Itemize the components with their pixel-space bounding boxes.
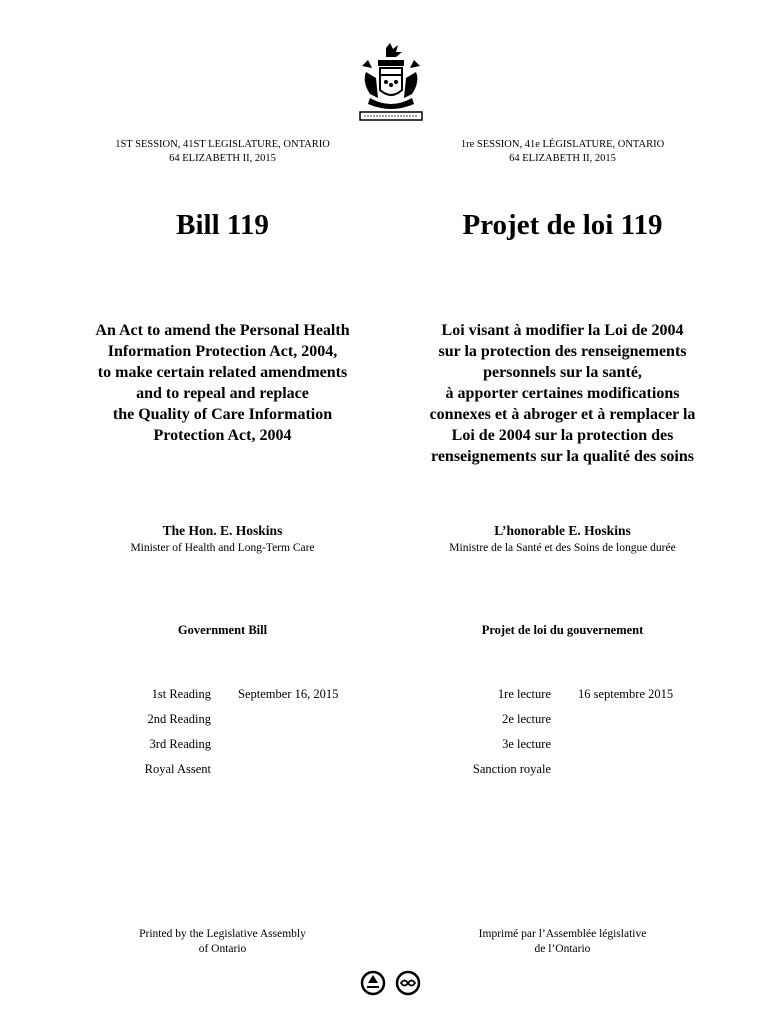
printer-line: Imprimé par l’Assemblée législative: [478, 928, 647, 940]
reading-label-fr: 1re lecture: [497, 687, 551, 701]
printer-line: de l’Ontario: [534, 943, 591, 955]
footer-icons: [360, 968, 422, 998]
reading-date-en: September 16, 2015: [238, 687, 339, 701]
ministry-fr: Ministre de la Santé et des Soins de longue durée: [449, 542, 676, 554]
act-title-line: Loi visant à modifier la Loi de 2004: [441, 322, 684, 339]
act-title-fr: [400, 320, 725, 467]
reading-label-en: Royal Assent: [144, 762, 211, 776]
sponsor-en: The Hon. E. Hoskins: [162, 523, 283, 538]
act-title-line: the Quality of Care Information: [112, 406, 333, 423]
bill-type-en: Government Bill: [177, 623, 268, 637]
printer-line: of Ontario: [198, 943, 247, 955]
reading-label-fr: 2e lecture: [502, 712, 551, 726]
act-title-line: An Act to amend the Personal Health: [95, 322, 350, 339]
act-title-line: renseignements sur la qualité des soins: [431, 448, 694, 465]
session-line-en: 1ST SESSION, 41ST LEGISLATURE, ONTARIO: [115, 139, 330, 150]
session-line-fr: 1re SESSION, 41e LÉGISLATURE, ONTARIO: [460, 139, 665, 150]
act-title-line: connexes et à abroger et à remplacer la: [429, 406, 696, 423]
act-title-line: sur la protection des renseignements: [438, 343, 687, 360]
reading-date-fr: [578, 736, 728, 752]
act-title-line: à apporter certaines modifications: [445, 385, 680, 402]
act-title-line: Information Protection Act, 2004,: [107, 343, 338, 360]
bill-title-en: Bill 119: [176, 209, 269, 241]
reading-date-en: [238, 736, 388, 752]
reading-label-fr: Sanction royale: [472, 762, 551, 776]
printed-on-recycled-paper-icon: [397, 972, 419, 994]
session-info-en: [60, 138, 385, 166]
reading-date-en: [238, 711, 388, 727]
reading-date-fr: [578, 761, 728, 777]
reading-label-en: 1st Reading: [151, 687, 211, 701]
reading-date-fr: 16 septembre 2015: [578, 687, 674, 701]
act-title-line: and to repeal and replace: [136, 385, 309, 402]
act-title-line: personnels sur la santé,: [483, 364, 642, 381]
act-title-en: [60, 320, 385, 446]
act-title-line: Protection Act, 2004: [153, 427, 292, 444]
bill-title-fr: Projet de loi 119: [462, 209, 663, 241]
recycle-icon: [362, 972, 384, 994]
printer-notice-en: [60, 927, 385, 957]
act-title-line: Loi de 2004 sur la protection des: [451, 427, 674, 444]
reading-label-fr: 3e lecture: [502, 737, 551, 751]
sponsor-fr: L’honorable E. Hoskins: [494, 523, 631, 538]
regnal-year-en: 64 ELIZABETH II, 2015: [169, 153, 276, 164]
printer-line: Printed by the Legislative Assembly: [139, 928, 306, 940]
bill-type-fr: Projet de loi du gouvernement: [481, 623, 644, 637]
reading-label-en: 2nd Reading: [147, 712, 211, 726]
act-title-line: to make certain related amendments: [97, 364, 348, 381]
regnal-year-fr: 64 ELIZABETH II, 2015: [509, 153, 616, 164]
reading-date-fr: [578, 711, 728, 727]
session-info-fr: [400, 138, 725, 166]
printer-notice-fr: [400, 927, 725, 957]
reading-date-en: [238, 761, 388, 777]
reading-label-en: 3rd Reading: [149, 737, 211, 751]
coat-of-arms-icon: [356, 42, 426, 126]
ministry-en: Minister of Health and Long-Term Care: [130, 542, 315, 554]
